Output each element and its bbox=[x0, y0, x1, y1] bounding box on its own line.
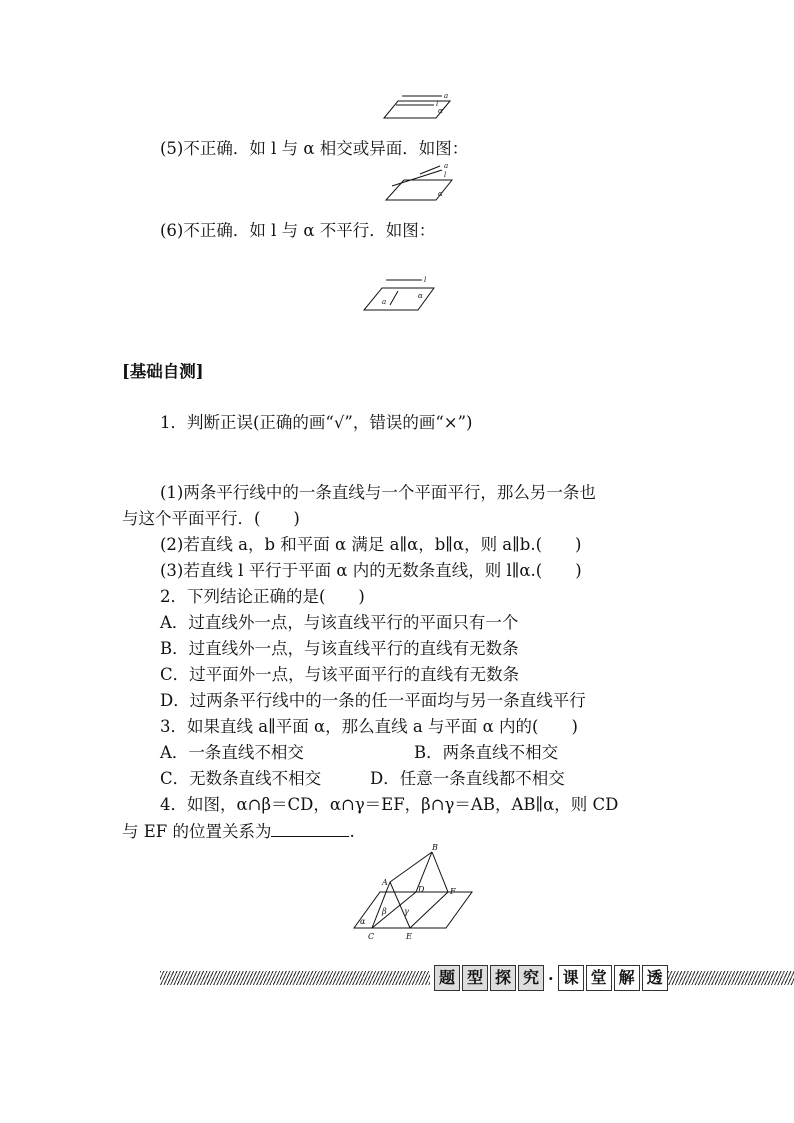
label-alpha: α bbox=[438, 190, 443, 198]
label-gamma: γ bbox=[404, 907, 409, 916]
banner-title bbox=[434, 965, 668, 991]
question-1-1-line1: (1)两条平行线中的一条直线与一个平面平行，那么另一条也 bbox=[160, 483, 596, 502]
label-beta: β bbox=[382, 907, 387, 916]
question-1-3: (3)若直线 l 平行于平面 α 内的无数条直线，则 l∥α.( ) bbox=[160, 561, 582, 580]
label-a: a bbox=[382, 298, 387, 306]
plane-alpha bbox=[364, 288, 434, 310]
line-a bbox=[390, 291, 398, 305]
question-2-option-a: A．过直线外一点，与该直线平行的平面只有一个 bbox=[160, 613, 519, 632]
question-4-period: . bbox=[349, 822, 355, 841]
section-banner bbox=[160, 965, 794, 991]
banner-hatch-left bbox=[160, 971, 430, 985]
figure-three-planes bbox=[350, 842, 486, 946]
banner-char: 型 bbox=[462, 965, 488, 991]
question-3: 3．如果直线 a∥平面 α，那么直线 a 与平面 α 内的( ) bbox=[160, 717, 578, 736]
question-3-option-d: D．任意一条直线都不相交 bbox=[370, 769, 565, 788]
section-title: [基础自测] bbox=[122, 362, 204, 381]
banner-char: 堂 bbox=[586, 965, 612, 991]
label-l: l bbox=[436, 100, 439, 108]
question-1-1-line2: 与这个平面平行．( ) bbox=[122, 509, 300, 528]
question-2: 2．下列结论正确的是( ) bbox=[160, 587, 365, 606]
label-D: D bbox=[418, 885, 425, 894]
label-F: F bbox=[450, 887, 456, 896]
label-l: l bbox=[444, 171, 447, 179]
banner-char: 题 bbox=[434, 965, 460, 991]
label-alpha: α bbox=[360, 917, 366, 926]
label-C: C bbox=[368, 932, 375, 941]
banner-char: 究 bbox=[518, 965, 544, 991]
question-4-line2 bbox=[122, 820, 355, 843]
question-3-option-b: B．两条直线不相交 bbox=[414, 743, 559, 762]
question-1: 1．判断正误(正确的画“√”，错误的画“×”) bbox=[160, 413, 473, 432]
question-4-line1: 4．如图，α∩β＝CD，α∩γ＝EF，β∩γ＝AB，AB∥α，则 CD bbox=[160, 795, 619, 814]
line-BF bbox=[432, 852, 448, 892]
question-3-option-c: C．无数条直线不相交 bbox=[160, 769, 322, 788]
banner-char: 探 bbox=[490, 965, 516, 991]
figure-parallel-lines-above-plane bbox=[380, 92, 460, 124]
question-2-option-b: B．过直线外一点，与该直线平行的直线有无数条 bbox=[160, 639, 519, 658]
plane-alpha bbox=[354, 892, 472, 928]
question-2-option-d: D．过两条平行线中的一条的任一平面均与另一条直线平行 bbox=[160, 691, 586, 710]
label-a: a bbox=[444, 92, 449, 100]
banner-char: 透 bbox=[642, 965, 668, 991]
banner-hatch-right bbox=[668, 971, 794, 985]
question-4-prompt: 与 EF 的位置关系为 bbox=[122, 822, 272, 841]
line-EF bbox=[410, 892, 448, 928]
banner-char: 课 bbox=[558, 965, 584, 991]
label-a: a bbox=[444, 162, 449, 170]
text-item-5: (5)不正确．如 l 与 α 相交或异面．如图： bbox=[160, 139, 469, 158]
question-2-option-c: C．过平面外一点，与该平面平行的直线有无数条 bbox=[160, 665, 520, 684]
label-alpha: α bbox=[418, 292, 423, 300]
line-a bbox=[420, 166, 440, 174]
label-E: E bbox=[406, 932, 412, 941]
line-l bbox=[392, 170, 442, 186]
banner-char: 解 bbox=[614, 965, 640, 991]
label-alpha: α bbox=[438, 107, 443, 115]
text-item-6: (6)不正确．如 l 与 α 不平行．如图： bbox=[160, 221, 436, 240]
banner-separator: · bbox=[548, 968, 554, 988]
question-1-2: (2)若直线 a，b 和平面 α 满足 a∥α，b∥α，则 a∥b.( ) bbox=[160, 535, 582, 554]
label-l: l bbox=[424, 276, 427, 284]
label-B: B bbox=[432, 843, 438, 852]
answer-blank[interactable] bbox=[271, 820, 349, 837]
figure-line-intersecting-plane bbox=[380, 160, 460, 208]
question-3-option-a: A．一条直线不相交 bbox=[160, 743, 304, 762]
figure-line-in-plane bbox=[360, 272, 440, 316]
label-A: A bbox=[382, 878, 388, 887]
